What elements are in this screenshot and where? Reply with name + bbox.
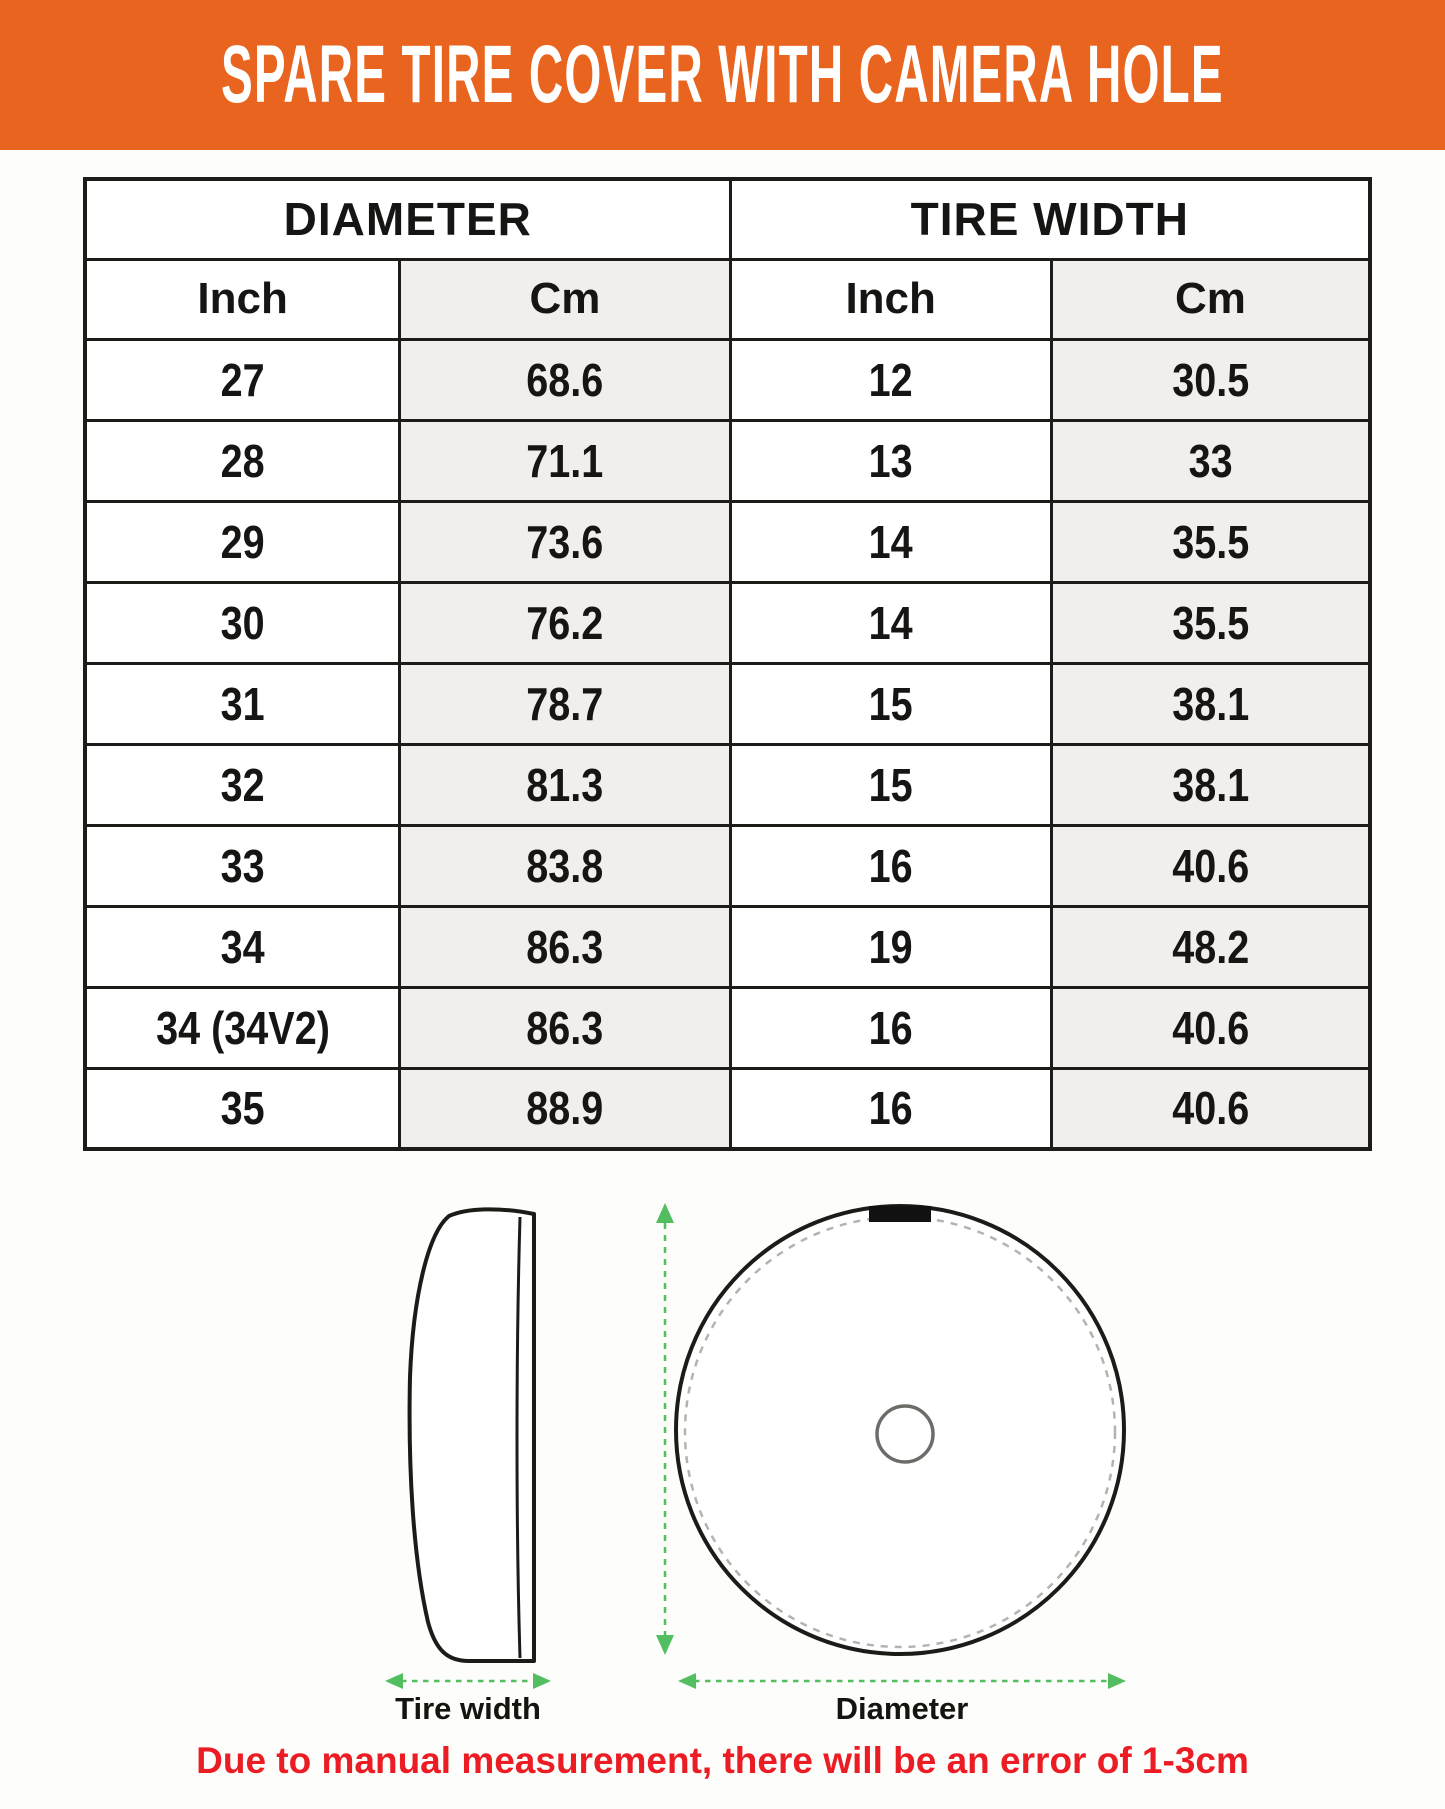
camera-hole (877, 1406, 933, 1462)
table-cell: 86.3 (400, 906, 730, 987)
table-group-header-row (85, 179, 1370, 259)
table-cell: 30 (85, 582, 400, 663)
table-cell: 73.6 (400, 501, 730, 582)
table-cell: 68.6 (400, 339, 730, 420)
table-row (85, 906, 1370, 987)
table-subheader-row (85, 259, 1370, 339)
table-cell: 27 (85, 339, 400, 420)
tire-width-label: Tire width (395, 1691, 541, 1726)
table-cell: 30.5 (1051, 339, 1370, 420)
table-cell: 32 (85, 744, 400, 825)
table-cell: 14 (730, 582, 1051, 663)
table-cell: 86.3 (400, 987, 730, 1068)
title-banner (0, 0, 1445, 150)
table-cell: 16 (730, 987, 1051, 1068)
diameter-cm-header: Cm (400, 259, 730, 339)
table-cell: 33 (85, 825, 400, 906)
table-cell: 71.1 (400, 420, 730, 501)
diameter-group-header: DIAMETER (85, 179, 730, 259)
table-cell: 38.1 (1051, 663, 1370, 744)
table-cell: 35.5 (1051, 582, 1370, 663)
table-cell: 88.9 (400, 1068, 730, 1149)
table-cell: 16 (730, 1068, 1051, 1149)
table-cell: 15 (730, 744, 1051, 825)
table-cell: 76.2 (400, 582, 730, 663)
tire-width-arrow-icon (383, 1669, 553, 1693)
table-row (85, 420, 1370, 501)
table-cell: 48.2 (1051, 906, 1370, 987)
tire-side-outline (410, 1209, 534, 1661)
cover-strap-mark (869, 1206, 931, 1222)
arrow-head-left (385, 1673, 403, 1689)
table-cell: 19 (730, 906, 1051, 987)
tire-front-view-drawing (670, 1200, 1130, 1660)
page-title: SPARE TIRE COVER WITH CAMERA HOLE (221, 29, 1224, 120)
arrow-head-right (533, 1673, 551, 1689)
table-cell: 33 (1051, 420, 1370, 501)
table-cell: 28 (85, 420, 400, 501)
arrow-head-right (1108, 1673, 1126, 1689)
table-cell: 16 (730, 825, 1051, 906)
table-row (85, 339, 1370, 420)
table-cell: 34 (34V2) (85, 987, 400, 1068)
width-inch-header: Inch (730, 259, 1051, 339)
table-row (85, 501, 1370, 582)
table-cell: 81.3 (400, 744, 730, 825)
diameter-inch-header: Inch (85, 259, 400, 339)
table-cell: 31 (85, 663, 400, 744)
diameter-arrow-icon (676, 1669, 1128, 1693)
table-cell: 38.1 (1051, 744, 1370, 825)
tire-width-group-header: TIRE WIDTH (730, 179, 1370, 259)
table-cell: 40.6 (1051, 987, 1370, 1068)
table-row (85, 663, 1370, 744)
table-cell: 15 (730, 663, 1051, 744)
table-cell: 40.6 (1051, 825, 1370, 906)
table-cell: 40.6 (1051, 1068, 1370, 1149)
table-cell: 14 (730, 501, 1051, 582)
size-table (83, 177, 1372, 1151)
arrow-head-left (678, 1673, 696, 1689)
table-cell: 83.8 (400, 825, 730, 906)
tire-side-view-drawing (383, 1205, 553, 1670)
table-cell: 34 (85, 906, 400, 987)
table-row (85, 744, 1370, 825)
table-row (85, 1068, 1370, 1149)
measurement-error-note: Due to manual measurement, there will be an error of 1-3cm (196, 1740, 1249, 1781)
table-cell: 13 (730, 420, 1051, 501)
table-cell: 35.5 (1051, 501, 1370, 582)
table-cell: 78.7 (400, 663, 730, 744)
table-row (85, 987, 1370, 1068)
width-cm-header: Cm (1051, 259, 1370, 339)
table-row (85, 825, 1370, 906)
diameter-label: Diameter (835, 1691, 969, 1726)
table-row (85, 582, 1370, 663)
table-cell: 12 (730, 339, 1051, 420)
table-cell: 29 (85, 501, 400, 582)
table-cell: 35 (85, 1068, 400, 1149)
